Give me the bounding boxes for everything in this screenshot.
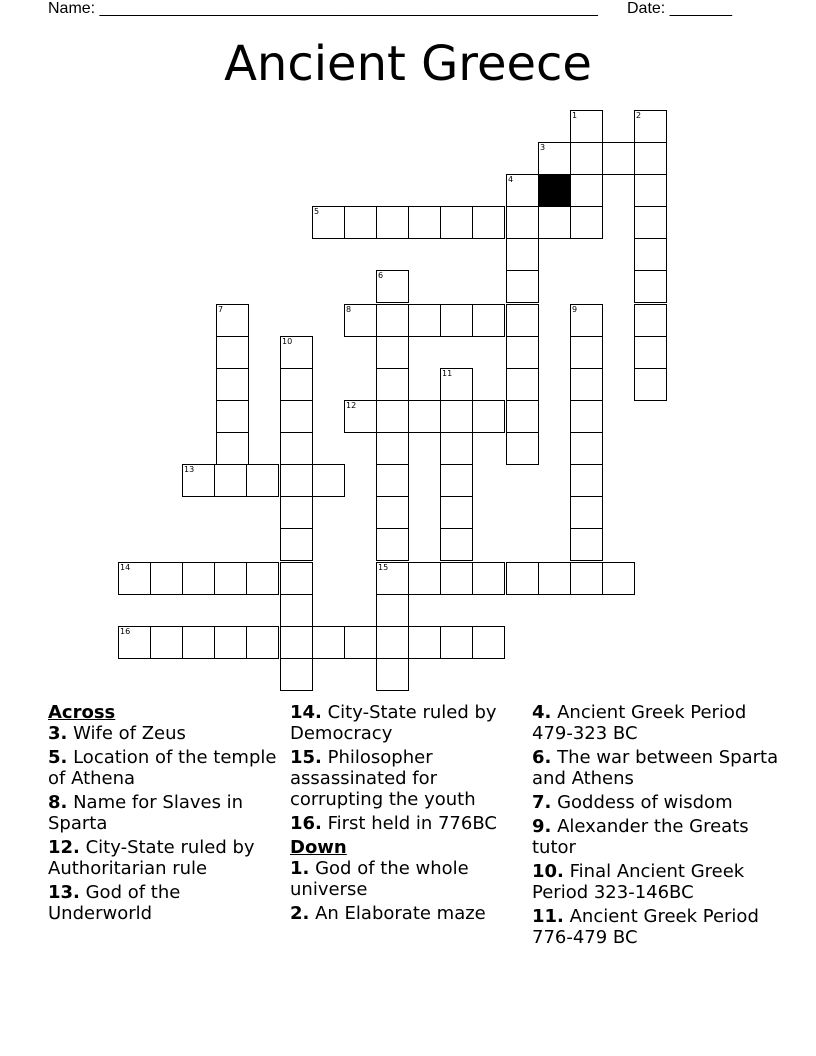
clue-number: 14 <box>120 563 131 572</box>
grid-cell[interactable] <box>246 464 279 497</box>
clue-item <box>532 816 792 858</box>
clue-item-text: Goddess of wisdom <box>551 792 733 813</box>
grid-cell[interactable] <box>602 562 635 595</box>
grid-cell[interactable] <box>506 206 539 239</box>
grid-cell[interactable] <box>376 336 409 369</box>
clue-column-2 <box>290 702 522 927</box>
down-heading: Down <box>290 837 347 858</box>
grid-cell[interactable] <box>408 304 441 337</box>
grid-cell[interactable] <box>408 562 441 595</box>
clue-column-3 <box>532 702 792 951</box>
grid-cell[interactable] <box>634 110 667 143</box>
grid-cell[interactable] <box>376 368 409 401</box>
grid-cell[interactable] <box>570 528 603 561</box>
grid-cell[interactable] <box>312 464 345 497</box>
grid-cell[interactable] <box>538 142 571 175</box>
grid-cell[interactable] <box>440 528 473 561</box>
grid-cell[interactable] <box>570 432 603 465</box>
clue-item-text: Final Ancient Greek Period 323-146BC <box>532 861 745 903</box>
clue-item-text: Name for Slaves in Sparta <box>48 792 244 834</box>
clue-item-number: 11. <box>532 906 564 927</box>
grid-cell[interactable] <box>312 206 345 239</box>
grid-cell[interactable] <box>538 562 571 595</box>
grid-cell[interactable] <box>214 464 247 497</box>
grid-cell[interactable] <box>118 562 151 595</box>
clue-item-number: 6. <box>532 747 552 768</box>
grid-cell[interactable] <box>182 464 215 497</box>
across-clue-list <box>48 723 280 924</box>
grid-cell[interactable] <box>506 174 539 207</box>
clue-item <box>290 903 522 924</box>
grid-cell[interactable] <box>280 432 313 465</box>
page-title: Ancient Greece <box>224 36 592 92</box>
clue-item <box>48 723 280 744</box>
date-field-label[interactable]: Date: _______ <box>627 0 732 17</box>
clue-item <box>532 906 792 948</box>
clue-item-text: An Elaborate maze <box>309 903 486 924</box>
grid-cell[interactable] <box>634 206 667 239</box>
grid-cell[interactable] <box>344 400 377 433</box>
grid-cell[interactable] <box>440 626 473 659</box>
clue-number: 6 <box>378 271 384 280</box>
clue-item <box>290 858 522 900</box>
grid-cell[interactable] <box>570 304 603 337</box>
grid-cell[interactable] <box>538 206 571 239</box>
grid-cell[interactable] <box>506 562 539 595</box>
grid-cell[interactable] <box>634 238 667 271</box>
clue-number: 3 <box>540 143 546 152</box>
grid-cell[interactable] <box>246 626 279 659</box>
clue-item <box>290 702 522 744</box>
grid-cell[interactable] <box>440 432 473 465</box>
clue-item-number: 14. <box>290 702 322 723</box>
grid-cell[interactable] <box>634 142 667 175</box>
grid-cell[interactable] <box>634 174 667 207</box>
clue-item <box>48 837 280 879</box>
clue-item-number: 7. <box>532 792 552 813</box>
grid-cell[interactable] <box>216 336 249 369</box>
grid-cell[interactable] <box>440 562 473 595</box>
grid-cell[interactable] <box>280 368 313 401</box>
grid-cell[interactable] <box>634 304 667 337</box>
grid-cell[interactable] <box>246 562 279 595</box>
grid-cell[interactable] <box>440 206 473 239</box>
name-field-label[interactable]: Name: ________________________________________________________ <box>48 0 598 17</box>
grid-cell[interactable] <box>216 400 249 433</box>
clue-item <box>532 747 792 789</box>
grid-cell[interactable] <box>376 626 409 659</box>
clue-item <box>48 882 280 924</box>
grid-cell[interactable] <box>570 562 603 595</box>
grid-cell[interactable] <box>376 562 409 595</box>
grid-cell[interactable] <box>280 658 313 691</box>
grid-cell[interactable] <box>634 336 667 369</box>
grid-cell[interactable] <box>570 400 603 433</box>
grid-cell[interactable] <box>472 304 505 337</box>
down-clue-list-continued <box>532 702 792 948</box>
grid-cell[interactable] <box>506 400 539 433</box>
grid-cell[interactable] <box>182 562 215 595</box>
grid-cell[interactable] <box>634 270 667 303</box>
grid-cell[interactable] <box>506 304 539 337</box>
grid-cell[interactable] <box>472 400 505 433</box>
grid-cell[interactable] <box>440 368 473 401</box>
grid-cell[interactable] <box>216 432 249 465</box>
grid-cell[interactable] <box>570 464 603 497</box>
grid-cell[interactable] <box>376 432 409 465</box>
grid-cell[interactable] <box>376 464 409 497</box>
grid-cell[interactable] <box>408 626 441 659</box>
grid-cell[interactable] <box>214 562 247 595</box>
grid-cell[interactable] <box>280 594 313 627</box>
grid-cell[interactable] <box>570 206 603 239</box>
grid-cell[interactable] <box>280 528 313 561</box>
grid-cell[interactable] <box>440 304 473 337</box>
grid-cell[interactable] <box>376 594 409 627</box>
grid-cell[interactable] <box>376 206 409 239</box>
grid-cell[interactable] <box>280 496 313 529</box>
clue-item-text: Philosopher assassinated for corrupting the youth <box>290 747 476 810</box>
clue-item-number: 2. <box>290 903 310 924</box>
clue-item-text: First held in 776BC <box>321 813 497 834</box>
clue-number: 4 <box>508 175 514 184</box>
clue-number: 16 <box>120 627 131 636</box>
across-clue-list-continued <box>290 702 522 834</box>
clue-number: 9 <box>572 305 578 314</box>
clue-item-number: 16. <box>290 813 322 834</box>
clue-number: 11 <box>442 369 453 378</box>
grid-cell[interactable] <box>376 528 409 561</box>
grid-cell[interactable] <box>280 464 313 497</box>
down-clue-list <box>290 858 522 924</box>
clue-item-number: 3. <box>48 723 68 744</box>
grid-cell[interactable] <box>150 626 183 659</box>
grid-cell[interactable] <box>408 206 441 239</box>
clue-item <box>532 792 792 813</box>
grid-cell[interactable] <box>408 400 441 433</box>
grid-cell[interactable] <box>344 206 377 239</box>
clue-item-text: Alexander the Greats tutor <box>532 816 749 858</box>
grid-cell[interactable] <box>376 400 409 433</box>
clue-item-text: City-State ruled by Authoritarian rule <box>48 837 255 879</box>
grid-cell[interactable] <box>312 626 345 659</box>
grid-cell[interactable] <box>280 336 313 369</box>
clue-number: 7 <box>218 305 224 314</box>
clue-item <box>290 747 522 810</box>
grid-cell[interactable] <box>570 110 603 143</box>
clue-item-number: 1. <box>290 858 310 879</box>
clue-number: 12 <box>346 401 357 410</box>
grid-cell[interactable] <box>472 562 505 595</box>
clue-item <box>290 813 522 834</box>
clue-item-number: 9. <box>532 816 552 837</box>
grid-cell[interactable] <box>376 658 409 691</box>
clue-item <box>48 747 280 789</box>
grid-cell[interactable] <box>570 174 603 207</box>
grid-cell[interactable] <box>182 626 215 659</box>
grid-cell[interactable] <box>570 368 603 401</box>
clue-item-number: 4. <box>532 702 552 723</box>
grid-cell[interactable] <box>216 304 249 337</box>
grid-cell[interactable] <box>280 626 313 659</box>
clue-item-number: 12. <box>48 837 80 858</box>
clue-item-text: God of the Underworld <box>48 882 181 924</box>
clue-item-text: Wife of Zeus <box>67 723 186 744</box>
clue-number: 2 <box>636 111 642 120</box>
black-square <box>538 174 571 207</box>
clue-item <box>532 861 792 903</box>
grid-cell[interactable] <box>602 142 635 175</box>
across-heading: Across <box>48 702 116 723</box>
clue-item-text: City-State ruled by Democracy <box>290 702 497 744</box>
grid-cell[interactable] <box>376 304 409 337</box>
grid-cell[interactable] <box>376 270 409 303</box>
grid-cell[interactable] <box>376 496 409 529</box>
grid-cell[interactable] <box>506 368 539 401</box>
grid-cell[interactable] <box>344 626 377 659</box>
clue-number: 10 <box>282 337 293 346</box>
grid-cell[interactable] <box>570 336 603 369</box>
clue-number: 5 <box>314 207 320 216</box>
grid-cell[interactable] <box>216 368 249 401</box>
clue-item-text: Ancient Greek Period 776-479 BC <box>532 906 759 948</box>
clue-item-text: Ancient Greek Period 479-323 BC <box>532 702 747 744</box>
grid-cell[interactable] <box>472 626 505 659</box>
grid-cell[interactable] <box>280 400 313 433</box>
grid-cell[interactable] <box>506 270 539 303</box>
grid-cell[interactable] <box>570 496 603 529</box>
grid-cell[interactable] <box>634 368 667 401</box>
clue-number: 13 <box>184 465 195 474</box>
grid-cell[interactable] <box>472 206 505 239</box>
clue-item <box>48 792 280 834</box>
clue-item-number: 15. <box>290 747 322 768</box>
grid-cell[interactable] <box>150 562 183 595</box>
grid-cell[interactable] <box>280 562 313 595</box>
clue-item-text: The war between Sparta and Athens <box>532 747 779 789</box>
clue-item-number: 5. <box>48 747 68 768</box>
grid-cell[interactable] <box>440 496 473 529</box>
clue-column-1 <box>48 702 280 927</box>
grid-cell[interactable] <box>344 304 377 337</box>
clue-item-text: God of the whole universe <box>290 858 469 900</box>
grid-cell[interactable] <box>214 626 247 659</box>
grid-cell[interactable] <box>570 142 603 175</box>
clue-item <box>532 702 792 744</box>
grid-cell[interactable] <box>440 464 473 497</box>
grid-cell[interactable] <box>506 432 539 465</box>
clue-number: 15 <box>378 563 389 572</box>
grid-cell[interactable] <box>118 626 151 659</box>
clue-number: 8 <box>346 305 352 314</box>
clue-number: 1 <box>572 111 578 120</box>
clue-item-number: 8. <box>48 792 68 813</box>
grid-cell[interactable] <box>506 336 539 369</box>
grid-cell[interactable] <box>440 400 473 433</box>
grid-cell[interactable] <box>506 238 539 271</box>
clue-item-number: 10. <box>532 861 564 882</box>
clue-item-text: Location of the temple of Athena <box>48 747 277 789</box>
clue-item-number: 13. <box>48 882 80 903</box>
